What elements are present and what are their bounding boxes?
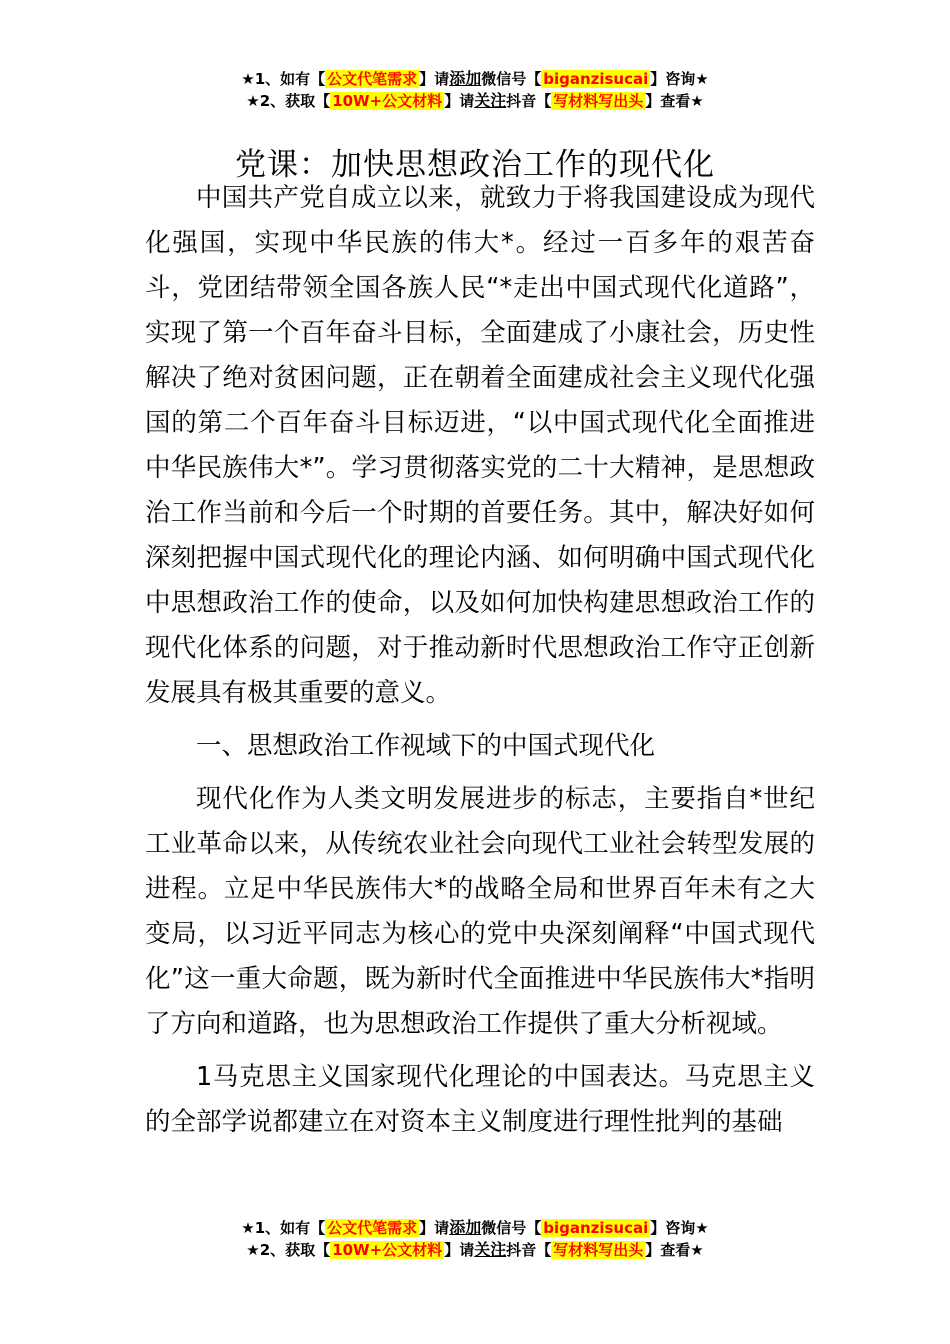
banner-text: 】咨询★ — [650, 1219, 709, 1237]
banner-highlight: 公文代笔需求 — [327, 1219, 418, 1237]
banner-text: 】请 — [444, 92, 475, 110]
banner-highlight: 10W+公文材料 — [332, 1241, 443, 1259]
banner-underlined: 添加 — [449, 69, 482, 88]
banner-text: 】查看★ — [645, 1241, 704, 1259]
banner-line-1 — [0, 1217, 950, 1239]
banner-text: ★1、如有【 — [241, 1219, 326, 1237]
banner-underlined: 添加 — [449, 1218, 482, 1237]
paragraph: 现代化作为人类文明发展进步的标志，主要指自*世纪工业革命以来，从传统农业社会向现代工业社会转型发展的进程。立足中华民族伟大*的战略全局和世界百年未有之大变局，以习近平同志为核心的党中央深刻阐释“中国式现代化”这一重大命题，既为新时代全面推进中华民族伟大*指明了方向和道路，也为思想政治工作提供了重大分析视域。 — [145, 784, 815, 1039]
banner-douyin-id: 写材料写出头 — [553, 92, 644, 110]
banner-text: ★2、获取【 — [246, 1241, 331, 1259]
paragraph: 1马克思主义国家现代化理论的中国表达。马克思主义的全部学说都建立在对资本主义制度进行理性批判的基础 — [145, 1062, 815, 1137]
banner-text: 抖音【 — [506, 92, 552, 110]
banner-text: 抖音【 — [506, 1241, 552, 1259]
banner-highlight: 10W+公文材料 — [332, 92, 443, 110]
banner-wechat-id: biganzisucai — [543, 70, 649, 88]
banner-line-2 — [0, 90, 950, 112]
banner-text: ★2、获取【 — [246, 92, 331, 110]
banner-line-1 — [0, 68, 950, 90]
document-title: 党课：加快思想政治工作的现代化 — [235, 146, 715, 183]
paragraph-intro: 中国共产党自成立以来，就致力于将我国建设成为现代化强国，实现中华民族的伟大*。经过一百多年的艰苦奋斗，党团结带领全国各族人民“*走出中国式现代化道路”，实现了第一个百年奋斗目标，全面建成了小康社会，历史性解决了绝对贫困问题，正在朝着全面建成社会主义现代化强国的第二个百年奋斗目标迈进，“以中国式现代化全面推进中华民族伟大*”。学习贯彻落实党的二十大精神，是思想政治工作当前和今后一个时期的首要任务。其中，解决好如何深刻把握中国式现代化的理论内涵、如何明确中国式现代化中思想政治工作的使命，以及如何加快构建思想政治工作的现代化体系的问题，对于推动新时代思想政治工作守正创新发展具有极其重要的意义。 — [145, 183, 815, 708]
banner-highlight: 公文代笔需求 — [327, 70, 418, 88]
banner-underlined: 关注 — [474, 91, 507, 110]
header-banner — [0, 68, 950, 112]
banner-line-2 — [0, 1239, 950, 1261]
banner-text: 】查看★ — [645, 92, 704, 110]
document-body — [145, 176, 815, 1145]
banner-text: ★1、如有【 — [241, 70, 326, 88]
section-heading: 一、思想政治工作视域下的中国式现代化 — [196, 731, 656, 761]
footer-banner — [0, 1217, 950, 1261]
banner-text: 】咨询★ — [650, 70, 709, 88]
banner-wechat-id: biganzisucai — [543, 1219, 649, 1237]
banner-text: 】请 — [419, 1219, 450, 1237]
banner-underlined: 关注 — [474, 1240, 507, 1259]
banner-text: 微信号【 — [481, 1219, 542, 1237]
banner-text: 】请 — [419, 70, 450, 88]
banner-text: 微信号【 — [481, 70, 542, 88]
banner-douyin-id: 写材料写出头 — [553, 1241, 644, 1259]
banner-text: 】请 — [444, 1241, 475, 1259]
